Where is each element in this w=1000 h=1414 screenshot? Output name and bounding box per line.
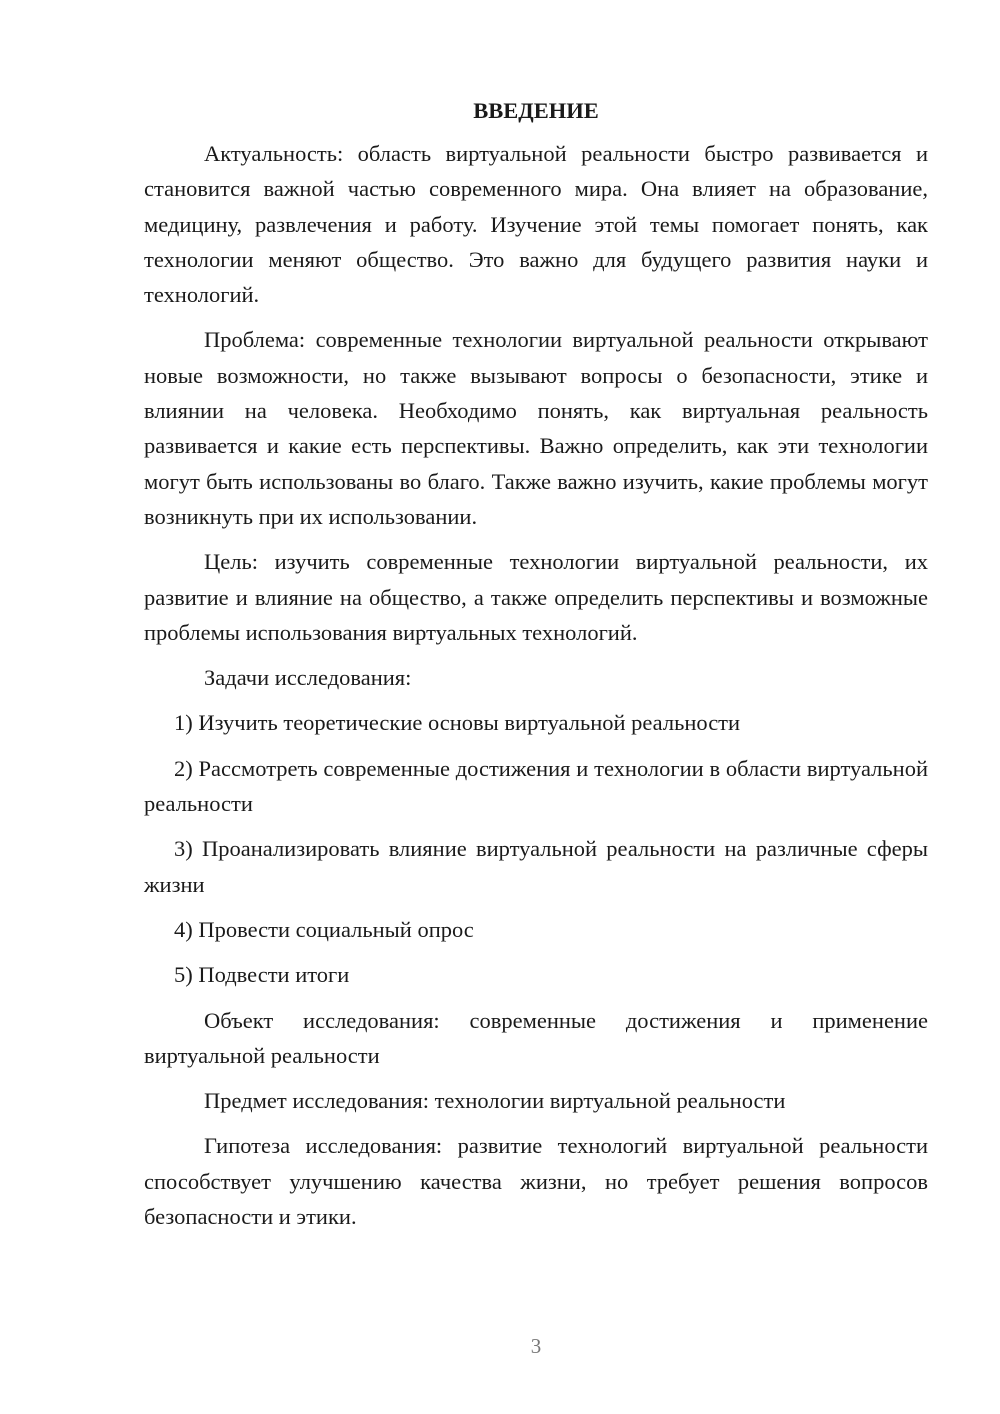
list-item: 3) Проанализировать влияние виртуальной реальности на различные сферы жизни [144, 836, 928, 897]
page-number: 3 [530, 1334, 542, 1358]
goal-paragraph: Цель: изучить современные технологии виртуальной реальности, их развитие и влияние на общество, а также определить перспективы и возможные проблемы использования виртуальных технологий. [144, 549, 928, 645]
page-title: ВВЕДЕНИЕ [473, 98, 599, 123]
problem-paragraph: Проблема: современные технологии виртуальной реальности открывают новые возможности, но также вызывают вопросы о безопасности, этике и влиянии на человека. Необходимо понять, как виртуальная реальность развивается и какие есть перспективы. Важно определить, как эти технологии могут быть использованы во благо. Также важно изучить, какие проблемы могут возникнуть при их использовании. [144, 327, 928, 529]
subject-paragraph: Предмет исследования: технологии виртуальной реальности [204, 1088, 786, 1114]
tasks-heading: Задачи исследования: [204, 665, 412, 691]
list-item: 2) Рассмотреть современные достижения и технологии в области виртуальной реальности [144, 755, 928, 817]
list-item: 5) Подвести итоги [174, 962, 350, 988]
list-item: 1) Изучить теоретические основы виртуальной реальности [174, 710, 741, 736]
list-item: 4) Провести социальный опрос [174, 916, 474, 942]
relevance-paragraph: Актуальность: область виртуальной реальности быстро развивается и становится важной частью современного мира. Она влияет на образование, медицину, развлечения и работу. Изучение этой темы помогает понять, как технологии меняют общество. Это важно для будущего развития науки и технологий. [144, 141, 928, 308]
hypothesis-paragraph: Гипотеза исследования: развитие технологий виртуальной реальности способствует улучшению качества жизни, но требует решения вопросов безопасности и этики. [144, 1133, 928, 1230]
object-paragraph: Объект исследования: современные достижения и применение виртуальной реальности [144, 1007, 928, 1068]
page-content [144, 96, 928, 1244]
tasks-list [144, 705, 928, 992]
